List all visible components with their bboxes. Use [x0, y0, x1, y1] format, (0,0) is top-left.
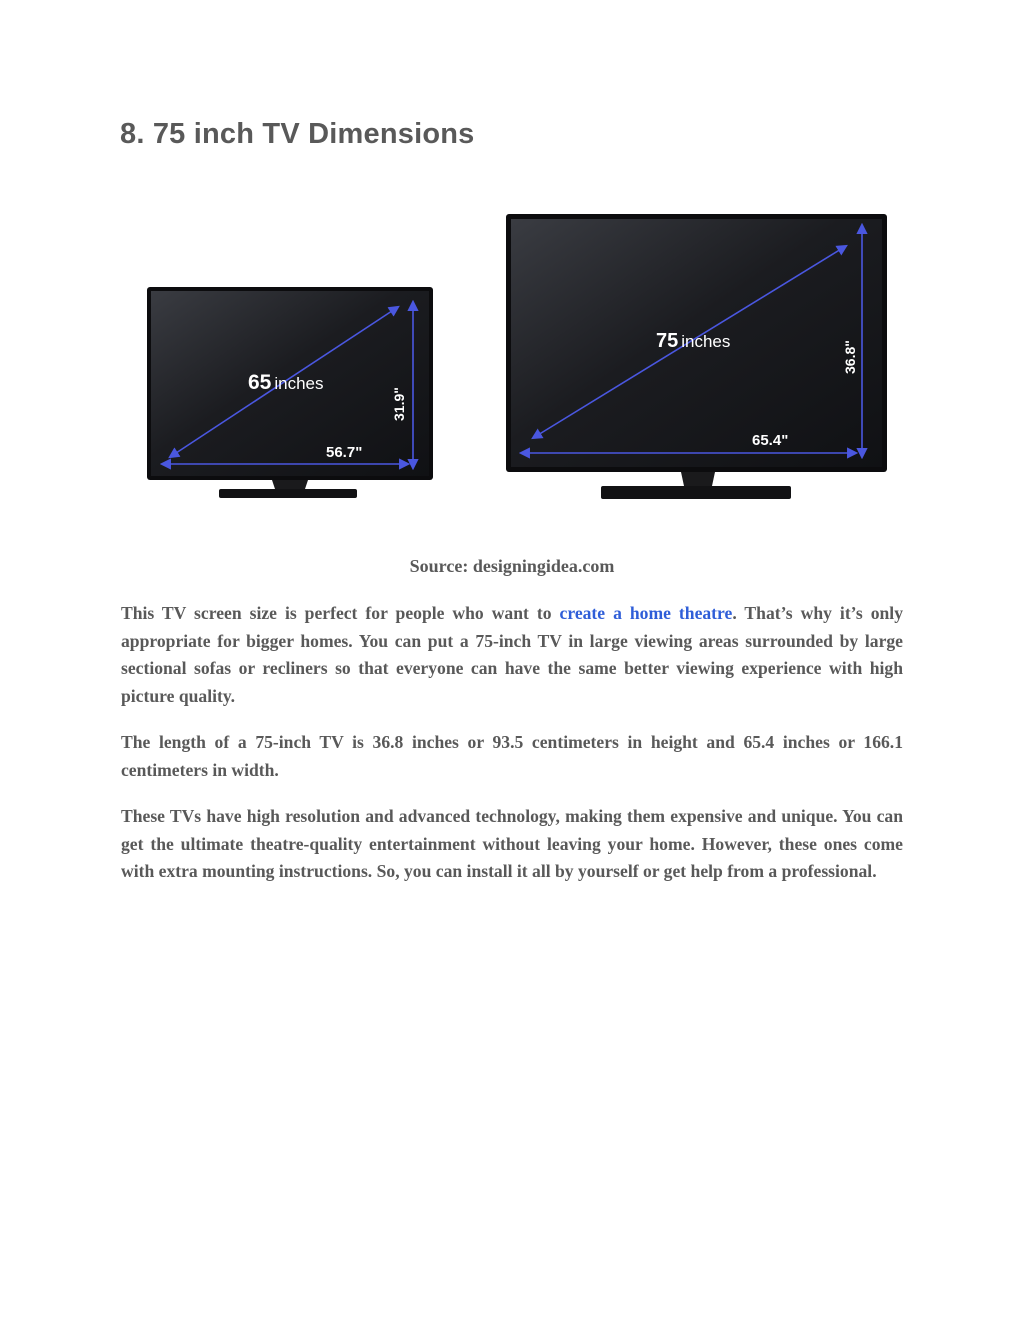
tv-comparison-image — [140, 205, 900, 505]
paragraph-text: This TV screen size is perfect for people who want to — [121, 603, 560, 623]
create-home-theatre-link[interactable]: create a home theatre — [559, 603, 733, 623]
tv-65-width-label: 56.7" — [326, 444, 363, 461]
paragraph-technology: These TVs have high resolution and advanced technology, making them expensive and unique. You can get the ultimate theatre-quality entertainment without leaving your home. However, these ones come with extra mounting instructions. So, you can install it all by yourself or get help from a professional. — [121, 806, 903, 882]
tv-65-stand — [219, 489, 357, 498]
page-title: 8. 75 inch TV Dimensions — [120, 118, 475, 150]
tv-65-inch — [147, 287, 433, 498]
tv-65-diagonal-label: 65 inches — [248, 371, 324, 394]
tv-65-height-label: 31.9" — [391, 387, 407, 421]
paragraph-home-theatre — [121, 600, 903, 710]
tv-75-neck — [681, 472, 715, 486]
tv-75-inch — [506, 214, 887, 499]
image-source-caption: Source: designingidea.com — [409, 556, 615, 576]
paragraph-text: . That’s why it’s only appropriate for bigger homes. You can put a 75-inch TV in large viewing areas surrounded by large sectional sofas or recliners so that everyone can have the same better viewing experience with high picture quality. — [121, 603, 903, 706]
tv-75-width-label: 65.4" — [752, 432, 789, 449]
tv-75-height-label: 36.8" — [842, 340, 858, 374]
tv-65-neck — [272, 480, 308, 489]
tv-75-stand — [601, 486, 791, 499]
tv-75-diagonal-label: 75 inches — [656, 330, 731, 352]
paragraph-dimensions: The length of a 75-inch TV is 36.8 inches or 93.5 centimeters in height and 65.4 inches or 166.1 centimeters in width. — [121, 732, 903, 780]
